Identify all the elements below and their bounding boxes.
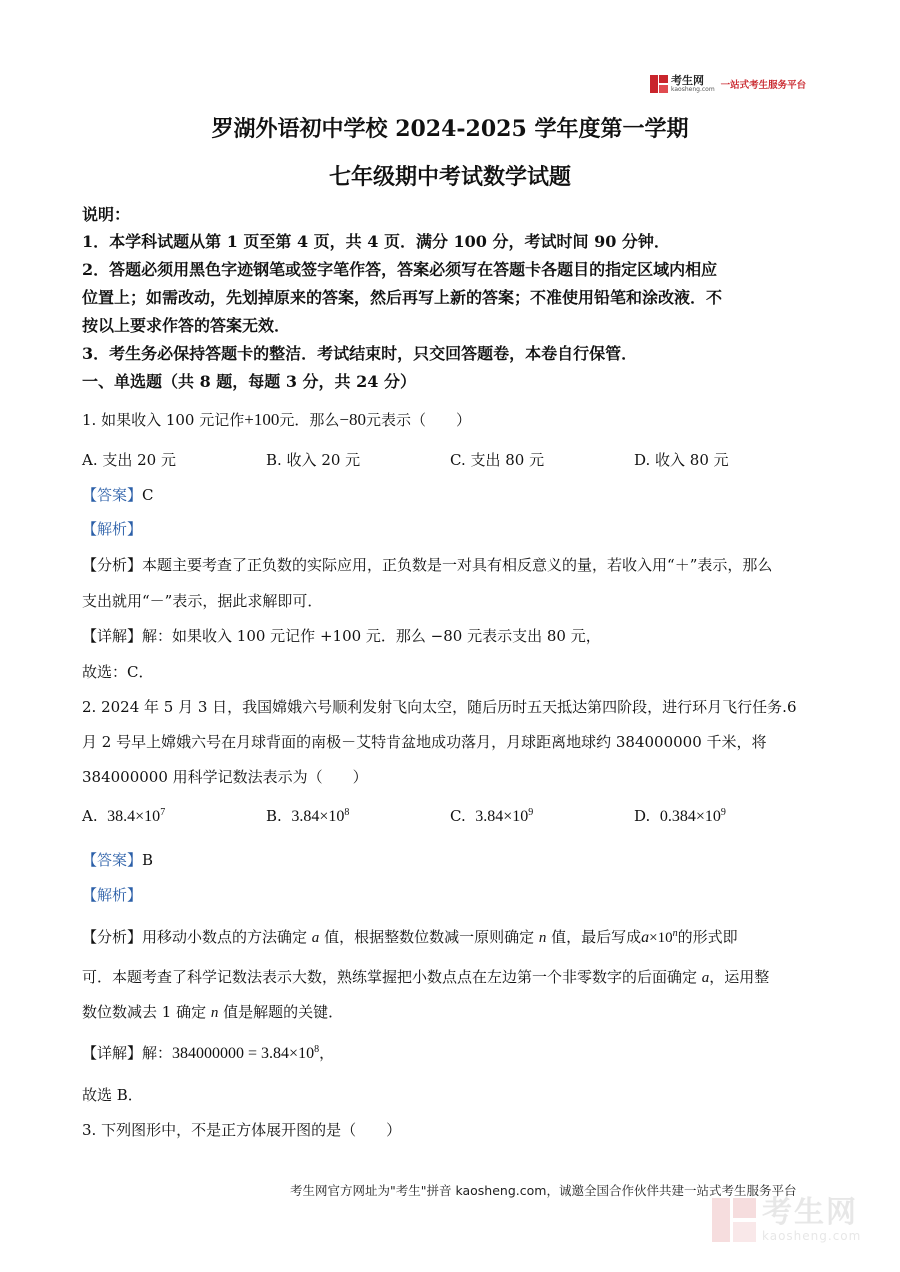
footer-text: 考生网官方网址为"考生"拼音 kaosheng.com，诚邀全国合作伙伴共建一站式考生服务平台	[290, 1183, 797, 1198]
page-title: 罗湖外语初中学校 2024-2025 学年度第一学期	[211, 116, 689, 142]
q2-conclusion: 故选 B．	[82, 1086, 143, 1104]
watermark-url: kaosheng.com	[762, 1229, 862, 1243]
logo-url: kaosheng.com	[671, 86, 715, 93]
q1-option-b: B. 收入 20 元	[266, 451, 361, 469]
q1-answer: 【答案】C	[82, 486, 154, 504]
q1-analysis-tag: 【解析】	[82, 520, 143, 538]
logo-slogan: 一站式考生服务平台	[720, 80, 807, 91]
footer-watermark	[712, 1195, 862, 1243]
q3-stem: 3. 下列图形中，不是正方体展开图的是（ ）	[82, 1121, 402, 1139]
kaosheng-watermark-icon	[712, 1198, 756, 1242]
q1-conclusion: 故选：C．	[82, 663, 154, 681]
instruction-2b: 位置上；如需改动，先划掉原来的答案，然后再写上新的答案；不准使用铅笔和涂改液．不	[82, 288, 723, 307]
q1-option-d: D. 收入 80 元	[634, 451, 729, 469]
q2-stem-2: 月 2 号早上嫦娥六号在月球背面的南极－艾特肯盆地成功落月，月球距离地球约 384000000 千米，将	[82, 733, 767, 751]
q2-option-a: A. $38.4\times 10^7$	[82, 807, 166, 825]
q1-option-c: C. 支出 80 元	[450, 451, 545, 469]
q2-option-c: C. $3.84\times 10^9$	[450, 807, 534, 825]
q1-option-a: A. 支出 20 元	[82, 451, 176, 469]
watermark-name: 考生网	[762, 1195, 858, 1230]
q1-fenxi: 【分析】本题主要考查了正负数的实际应用，正负数是一对具有相反意义的量，若收入用“＋”表示，那么	[82, 556, 773, 574]
q2-fenxi-cont-2: 数位数减去 1 确定 n 值是解题的关键．	[82, 1003, 344, 1021]
q1-fenxi-cont: 支出就用“－”表示，据此求解即可．	[82, 592, 323, 610]
q1-stem: 1. 如果收入 100 元记作+100元．那么−80元表示（ ）	[82, 410, 471, 429]
header-logo	[650, 74, 806, 94]
kaosheng-logo-icon	[650, 75, 668, 93]
q2-fenxi: 【分析】用移动小数点的方法确定 a 值，根据整数位数减一原则确定 n 值，最后写成$a\times 10^n$的形式即	[82, 928, 738, 946]
instruction-2a: 2．答题必须用黑色字迹钢笔或签字笔作答，答案必须写在答题卡各题目的指定区域内相应	[82, 260, 718, 279]
logo-name: 考生网	[671, 74, 704, 87]
q2-stem-3: 384000000 用科学记数法表示为（ ）	[82, 768, 368, 786]
q2-fenxi-cont-1: 可．本题考查了科学记数法表示大数，熟练掌握把小数点点在左边第一个非零数字的后面确定 a，运用整	[82, 968, 770, 986]
q2-option-d: D. $0.384\times 10^9$	[634, 807, 726, 825]
instruction-3: 3．考生务必保持答题卡的整洁．考试结束时，只交回答题卷，本卷自行保管．	[82, 344, 638, 363]
q2-answer: 【答案】B	[82, 851, 154, 869]
q1-xiangjie: 【详解】解：如果收入 100 元记作 +100 元．那么 −80 元表示支出 80 元，	[82, 627, 601, 645]
page-subtitle: 七年级期中考试数学试题	[328, 164, 571, 190]
section-heading: 一、单选题（共 8 题，每题 3 分，共 24 分）	[82, 372, 416, 391]
q2-xiangjie: 【详解】解：$384000000 = 3.84\times 10^8$，	[82, 1044, 335, 1062]
q2-stem-1: 2. 2024 年 5 月 3 日，我国嫦娥六号顺利发射飞向太空，随后历时五天抵达第四阶段，进行环月飞行任务.6	[82, 698, 797, 716]
q2-option-b: B. $3.84\times 10^8$	[266, 807, 350, 825]
instruction-1: 1．本学科试题从第 1 页至第 4 页，共 4 页．满分 100 分，考试时间 90 分钟．	[82, 232, 670, 251]
instructions-heading: 说明：	[82, 205, 131, 224]
q2-analysis-tag: 【解析】	[82, 886, 143, 904]
instruction-2c: 按以上要求作答的答案无效．	[82, 316, 291, 335]
